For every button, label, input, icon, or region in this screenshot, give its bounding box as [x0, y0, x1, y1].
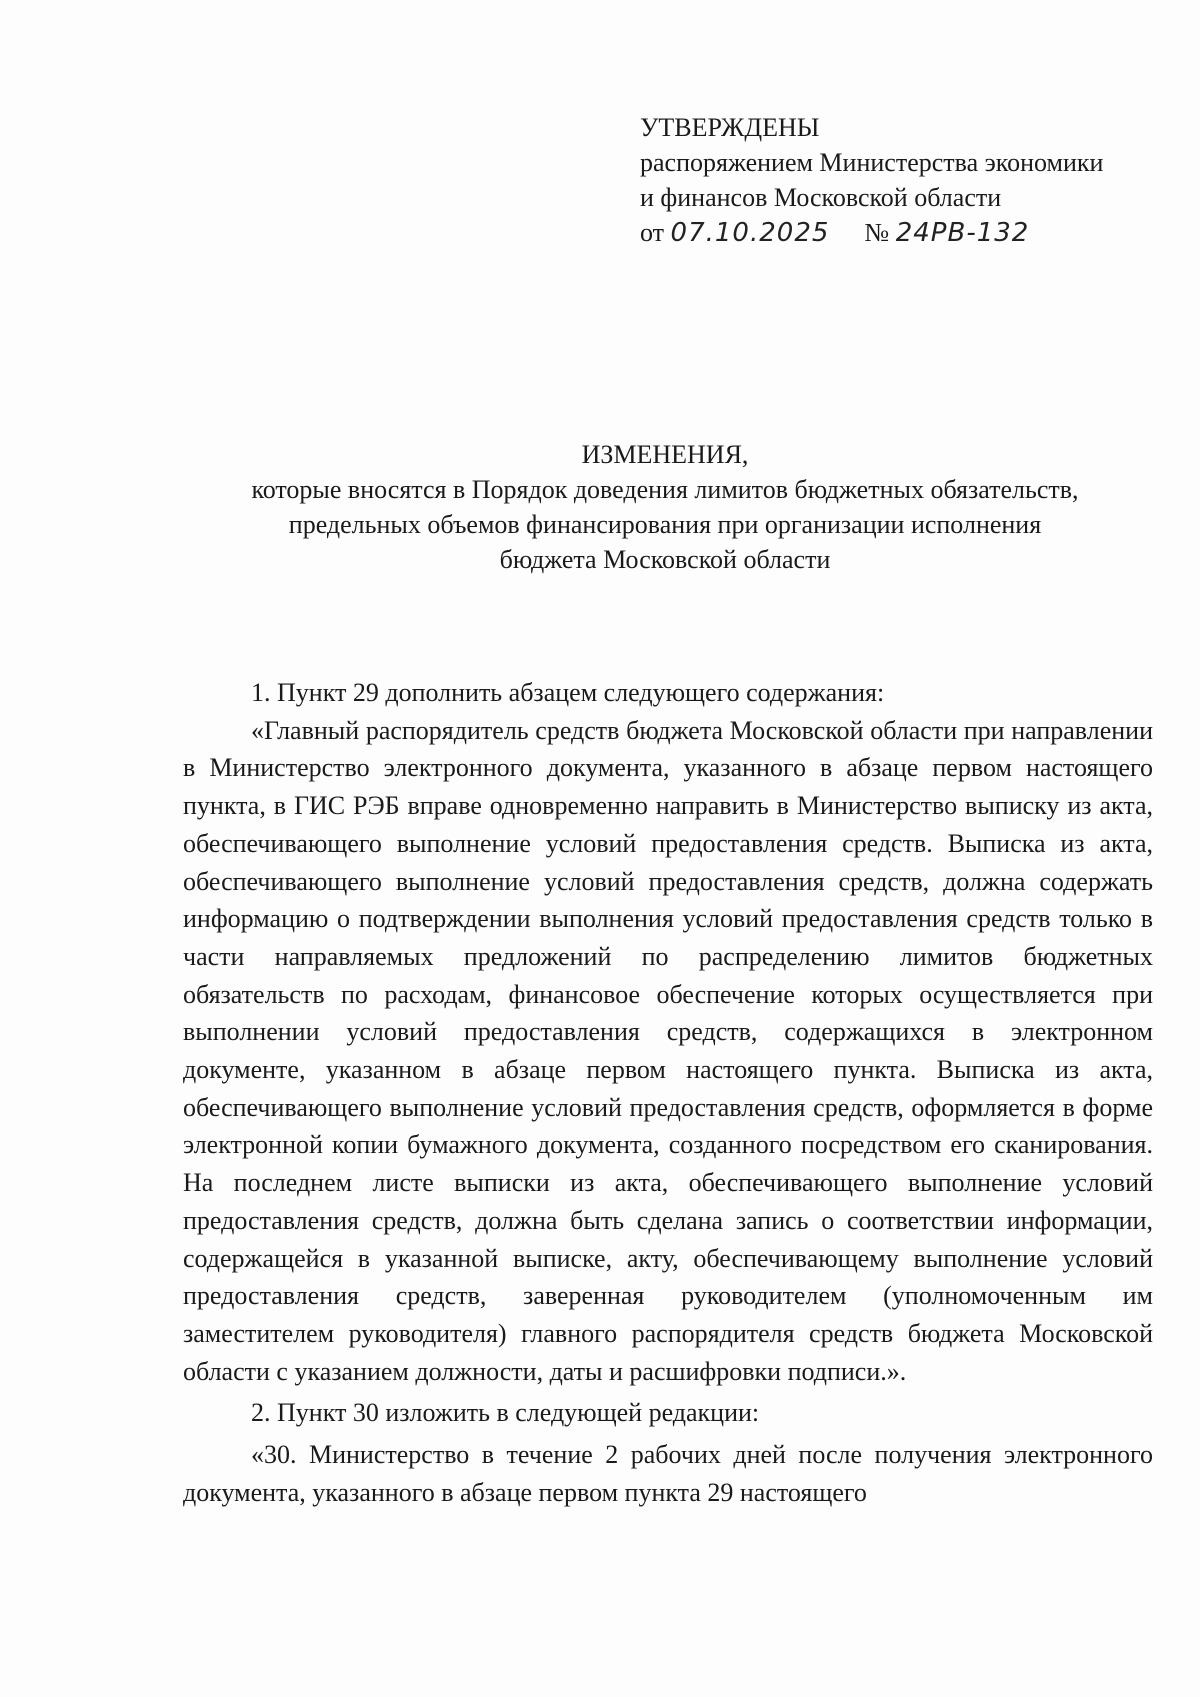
handwritten-number: 24РВ-132	[895, 218, 1030, 248]
paragraph-item-1: 1. Пункт 29 дополнить абзацем следующего содержания:	[251, 678, 885, 707]
date-prefix: от	[640, 218, 665, 247]
document-body	[183, 674, 1153, 1511]
approval-stamp-block	[640, 110, 1160, 251]
paragraph-quote-1: «Главный распорядитель средств бюджета Московской области при направлении в Министерство электронного документа, указанного в абзаце первом настоящего пункта, в ГИС РЭБ вправе одновременно направить в Министерство выписку из акта, обеспечивающего выполнение условий предоставления средств. Выписка из акта, обеспечивающего выполнение условий предоставления средств, должна содержать информацию о подтверждении выполнения условий предоставления средств только в части направляемых предложений по распределению лимитов бюджетных обязательств по расходам, финансовое обеспечение которых осуществляется при выполнении условий предоставления средств, содержащихся в электронном документе, указанном в абзаце первом настоящего пункта. Выписка из акта, обеспечивающего выполнение условий предоставления средств, оформляется в форме электронной копии бумажного документа, созданного посредством его сканирования. На последнем листе выписки из акта, обеспечивающего выполнение условий предоставления средств, должна быть сделана запись о соответствии информации, содержащейся в указанной выписке, акту, обеспечивающему выполнение условий предоставления средств, заверенная руководителем (уполномоченным им заместителем руководителя) главного распорядителя средств бюджета Московской области с указанием должности, даты и расшифровки подписи.».	[183, 715, 1153, 1386]
paragraph-quote-2: «30. Министерство в течение 2 рабочих дней после получения электронного документа, указанного в абзаце первом пункта 29 настоящего	[183, 1440, 1153, 1507]
approval-date-line	[640, 215, 1160, 251]
document-title-block	[120, 437, 1200, 577]
title-line-2: предельных объемов финансирования при организации исполнения	[288, 510, 1042, 539]
paragraph-item-2: 2. Пункт 30 изложить в следующей редакции:	[251, 1398, 760, 1428]
title-line-1: которые вносятся в Порядок доведения лимитов бюджетных обязательств,	[251, 475, 1079, 504]
approval-line-1: распоряжением Министерства экономики	[640, 148, 1104, 177]
handwritten-date: 07.10.2025	[670, 218, 830, 248]
approval-line-2: и финансов Московской области	[640, 183, 1002, 212]
approval-heading: УТВЕРЖДЕНЫ	[640, 113, 820, 142]
document-title: ИЗМЕНЕНИЯ,	[581, 440, 749, 469]
title-line-3: бюджета Московской области	[499, 545, 831, 574]
number-prefix: №	[864, 218, 890, 247]
